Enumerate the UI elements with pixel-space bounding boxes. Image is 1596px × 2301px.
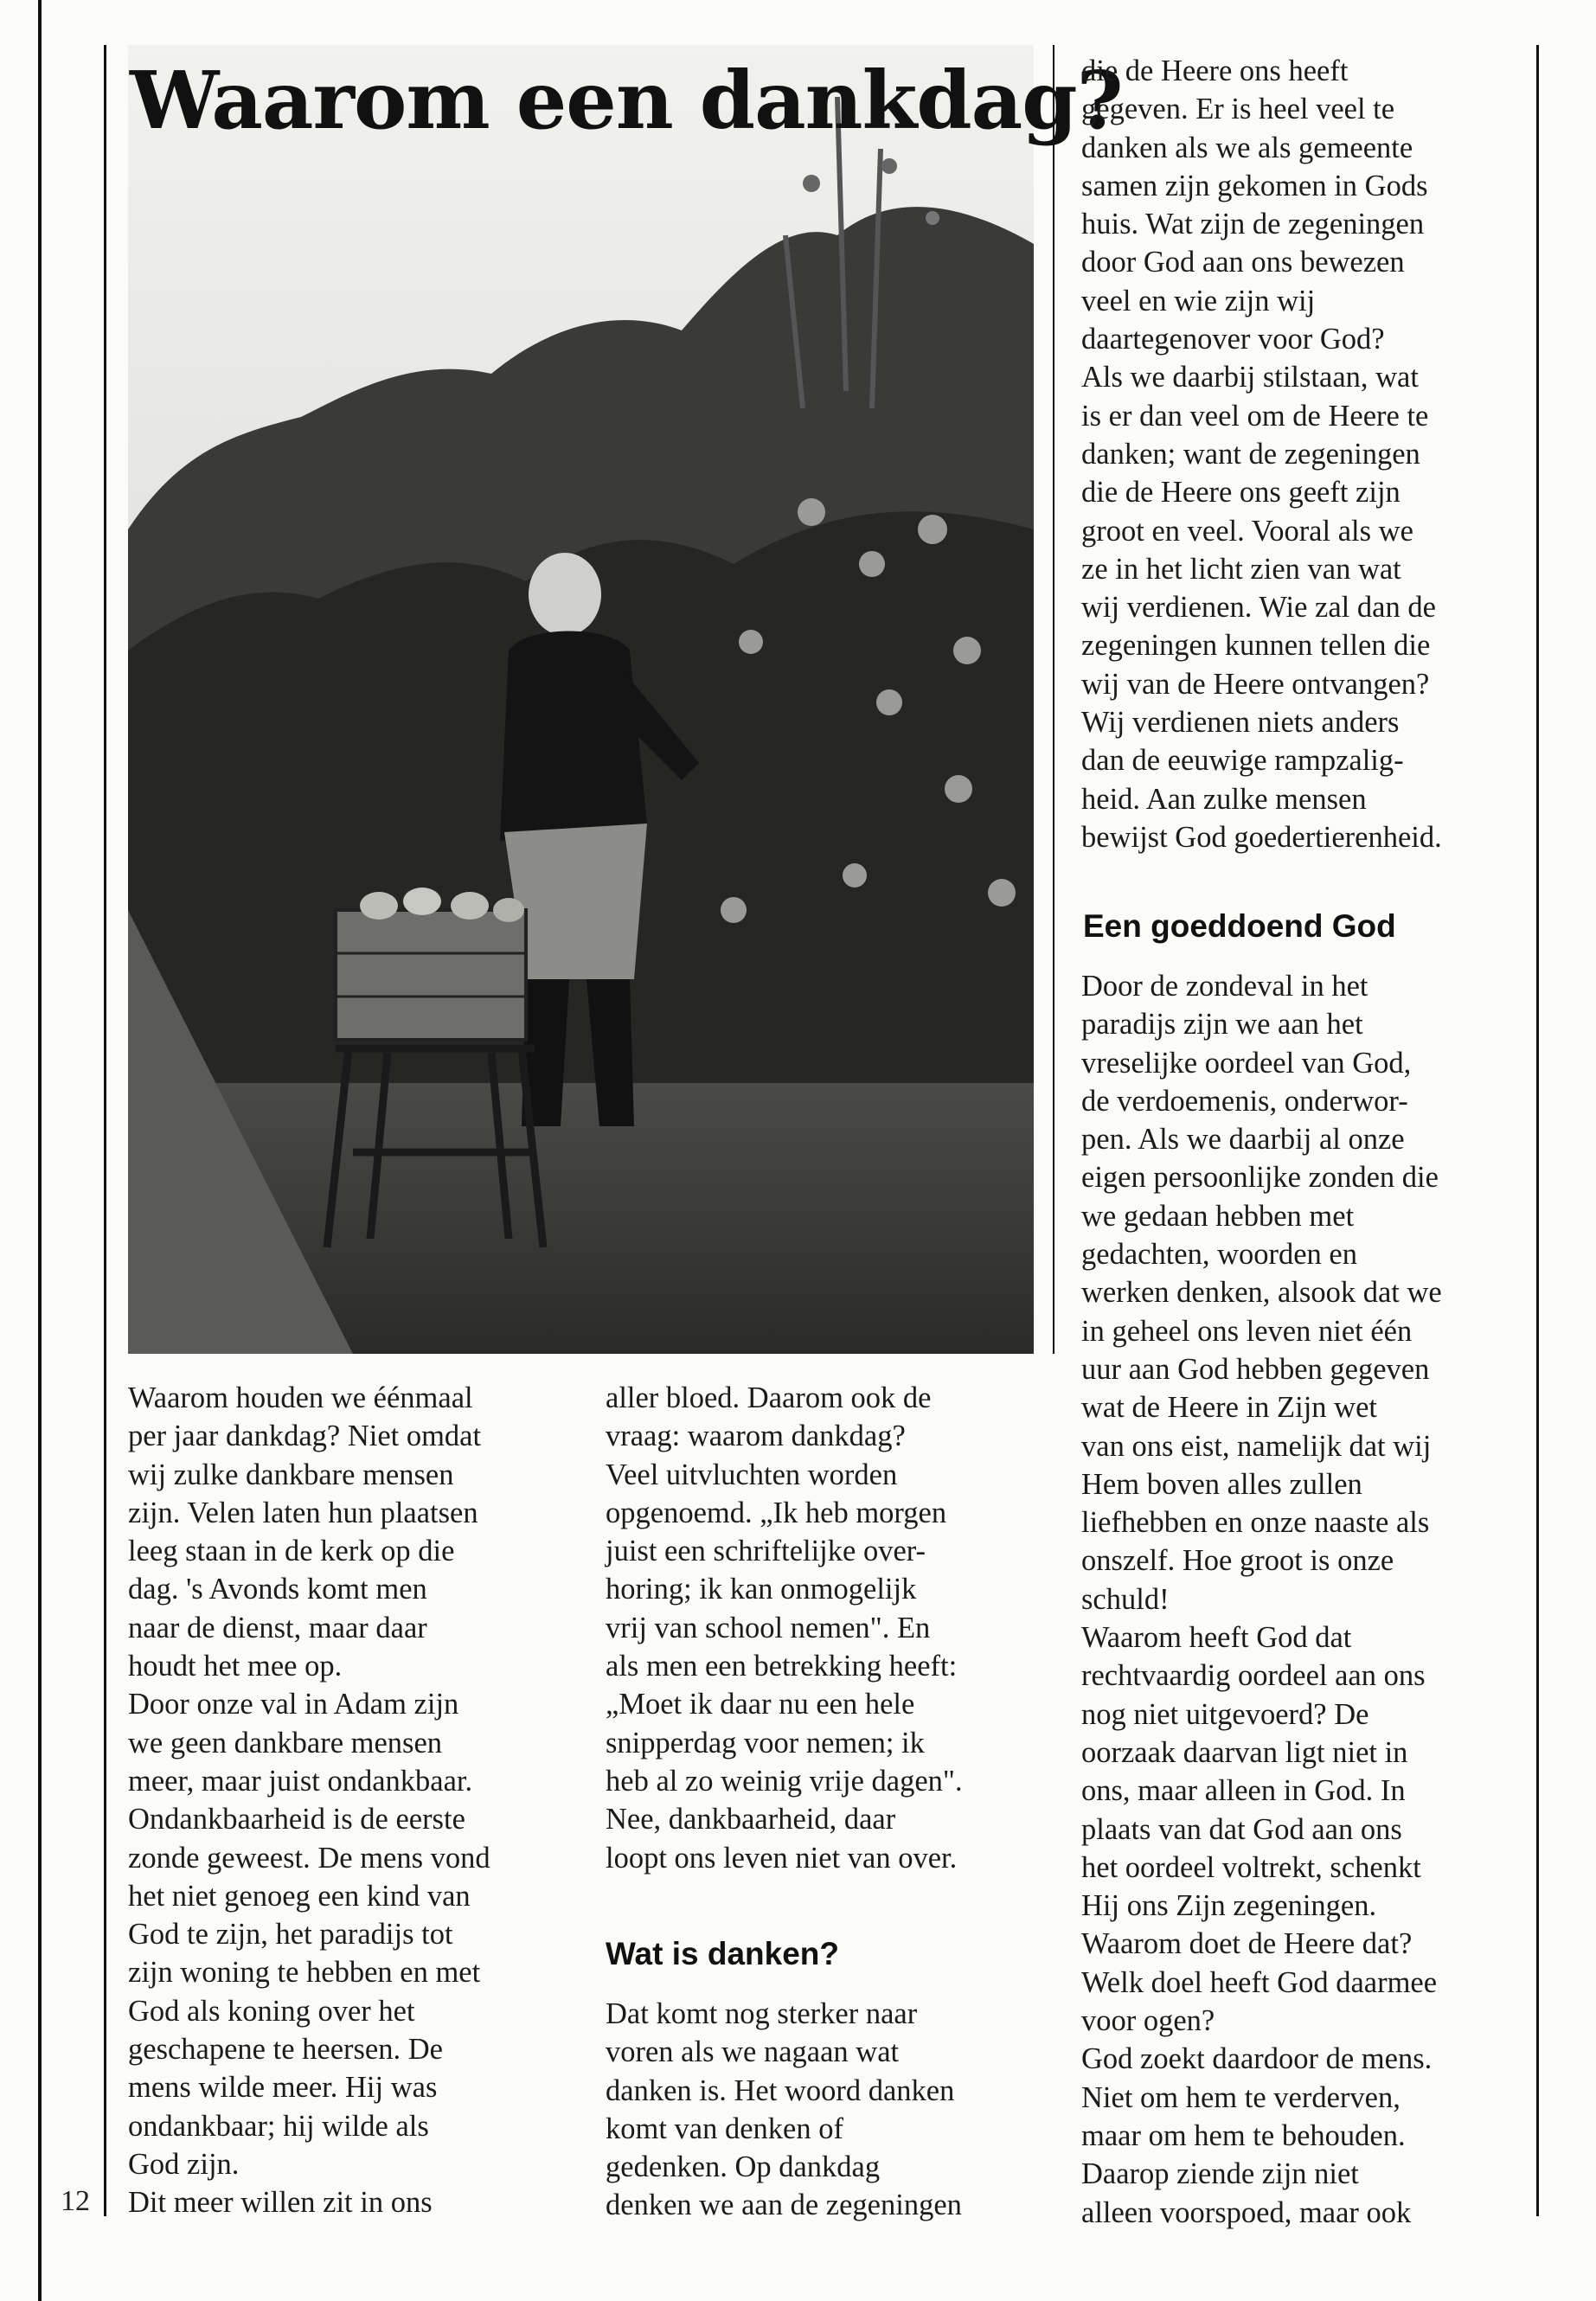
text-line: voren als we nagaan wat <box>606 2035 900 2069</box>
column-3-text-bottom <box>1081 967 1442 2232</box>
text-line: de verdoemenis, onderwor- <box>1081 1084 1408 1118</box>
text-line: wij van de Heere ontvangen? <box>1081 667 1430 701</box>
text-line: het oordeel voltrekt, schenkt <box>1081 1850 1421 1884</box>
text-line: Als we daarbij stilstaan, wat <box>1081 361 1419 394</box>
text-line: Daarop ziende zijn niet <box>1081 2157 1359 2191</box>
text-line: zijn woning te hebben en met <box>128 1956 481 1990</box>
text-line: samen zijn gekomen in Gods <box>1081 169 1428 202</box>
text-line: Ondankbaarheid is de eerste <box>128 1803 465 1836</box>
text-line: God te zijn, het paradijs tot <box>128 1918 453 1952</box>
text-line: ze in het licht zien van wat <box>1081 552 1401 586</box>
text-line: naar de dienst, maar daar <box>128 1611 427 1644</box>
column-3-text-top <box>1081 52 1442 856</box>
text-line: geschapene te heersen. De <box>128 2033 443 2067</box>
text-line: in geheel ons leven niet één <box>1081 1314 1413 1348</box>
text-line: Dit meer willen zit in ons <box>128 2186 433 2220</box>
text-line: Waarom heeft God dat <box>1081 1621 1352 1655</box>
text-line: dan de eeuwige rampzalig- <box>1081 744 1404 778</box>
text-line: Dat komt nog sterker naar <box>606 1997 918 2030</box>
text-line: heb al zo weinig vrije dagen". <box>606 1764 963 1798</box>
text-line: pen. Als we daarbij al onze <box>1081 1123 1405 1157</box>
text-line: Nee, dankbaarheid, daar <box>606 1803 896 1836</box>
text-line: gegeven. Er is heel veel te <box>1081 93 1395 126</box>
text-line: groot en veel. Vooral als we <box>1081 514 1413 548</box>
section-heading-een-goeddoend-god: Een goeddoend God <box>1083 908 1396 944</box>
text-line: als men een betrekking heeft: <box>606 1650 958 1683</box>
text-line: Veel uitvluchten worden <box>606 1458 898 1491</box>
text-line: Niet om hem te verderven, <box>1081 2080 1401 2114</box>
column-1-text <box>128 1379 490 2222</box>
text-line: door God aan ons bewezen <box>1081 246 1405 279</box>
text-line: Hem boven alles zullen <box>1081 1467 1362 1501</box>
text-line: danken als we als gemeente <box>1081 131 1413 164</box>
text-line: bewijst God goedertierenheid. <box>1081 820 1442 854</box>
apple-crate <box>336 888 526 1040</box>
text-line: komt van denken of <box>606 2112 843 2145</box>
text-line: gedenken. Op dankdag <box>606 2150 881 2184</box>
text-line: zegeningen kunnen tellen die <box>1081 629 1431 663</box>
text-line: zonde geweest. De mens vond <box>128 1841 490 1875</box>
text-line: die de Heere ons heeft <box>1081 54 1349 87</box>
text-line: per jaar dankdag? Niet omdat <box>128 1420 482 1453</box>
text-line: vraag: waarom dankdag? <box>606 1420 906 1453</box>
text-line: God als koning over het <box>128 1994 415 2028</box>
photo-right-rule <box>1053 45 1054 1354</box>
text-line: we geen dankbare mensen <box>128 1726 443 1759</box>
text-line: vreselijke oordeel van God, <box>1081 1046 1412 1080</box>
page-number: 12 <box>61 2185 90 2217</box>
text-line: alleen voorspoed, maar ook <box>1081 2195 1412 2229</box>
text-line: liefhebben en onze naaste als <box>1081 1506 1430 1540</box>
text-line: het niet genoeg een kind van <box>128 1879 471 1913</box>
text-line: werken denken, alsook dat we <box>1081 1276 1442 1310</box>
text-line: die de Heere ons geeft zijn <box>1081 476 1401 510</box>
text-line: gedachten, woorden en <box>1081 1238 1357 1272</box>
text-line: Waarom doet de Heere dat? <box>1081 1927 1413 1961</box>
column-2-text-top <box>606 1379 963 1877</box>
text-line: danken; want de zegeningen <box>1081 437 1420 471</box>
text-line: ons, maar alleen in God. In <box>1081 1774 1406 1808</box>
text-line: houdt het mee op. <box>128 1650 343 1683</box>
text-line: God zoekt daardoor de mens. <box>1081 2042 1433 2076</box>
text-line: God zijn. <box>128 2147 240 2181</box>
text-line: danken is. Het woord danken <box>606 2073 955 2107</box>
text-line: denken we aan de zegeningen <box>606 2189 962 2222</box>
text-line: oorzaak daarvan ligt niet in <box>1081 1735 1408 1769</box>
text-line: dag. 's Avonds komt men <box>128 1573 427 1606</box>
text-line: heid. Aan zulke mensen <box>1081 782 1367 816</box>
left-column-rule <box>104 45 106 2216</box>
text-line: wij verdienen. Wie zal dan de <box>1081 591 1436 625</box>
text-line: Wij verdienen niets anders <box>1081 706 1400 740</box>
text-line: zijn. Velen laten hun plaatsen <box>128 1496 478 1529</box>
text-line: onszelf. Hoe groot is onze <box>1081 1544 1394 1578</box>
text-line: veel en wie zijn wij <box>1081 284 1316 317</box>
text-line: wij zulke dankbare mensen <box>128 1458 454 1491</box>
text-line: paradijs zijn we aan het <box>1081 1008 1363 1042</box>
text-line: we gedaan hebben met <box>1081 1199 1355 1233</box>
text-line: daartegenover voor God? <box>1081 323 1385 356</box>
text-line: loopt ons leven niet van over. <box>606 1841 958 1875</box>
text-line: uur aan God hebben gegeven <box>1081 1352 1430 1386</box>
text-line: horing; ik kan onmogelijk <box>606 1573 917 1606</box>
left-page-edge-rule <box>38 0 42 2301</box>
text-line: vrij van school nemen". En <box>606 1611 931 1644</box>
article-title: Waarom een dankdag? <box>130 54 1123 147</box>
text-line: aller bloed. Daarom ook de <box>606 1381 932 1414</box>
text-line: mens wilde meer. Hij was <box>128 2071 438 2105</box>
text-line: opgenoemd. „Ik heb morgen <box>606 1496 947 1529</box>
text-line: maar om hem te behouden. <box>1081 2118 1406 2152</box>
text-line: schuld! <box>1081 1582 1170 1616</box>
text-line: nog niet uitgevoerd? De <box>1081 1697 1369 1731</box>
text-line: Door de zondeval in het <box>1081 970 1368 1003</box>
text-line: meer, maar juist ondankbaar. <box>128 1764 473 1798</box>
orchard-photo <box>128 45 1034 1354</box>
text-line: van ons eist, namelijk dat wij <box>1081 1429 1432 1463</box>
text-line: leeg staan in de kerk op die <box>128 1535 455 1568</box>
text-line: Hij ons Zijn zegeningen. <box>1081 1889 1377 1923</box>
text-line: voor ogen? <box>1081 2004 1215 2038</box>
text-line: ondankbaar; hij wilde als <box>128 2109 429 2143</box>
text-line: Door onze val in Adam zijn <box>128 1688 459 1721</box>
text-line: Welk doel heeft God daarmee <box>1081 1965 1438 1999</box>
text-line: plaats van dat God aan ons <box>1081 1812 1402 1846</box>
section-heading-wat-is-danken: Wat is danken? <box>606 1936 840 1971</box>
text-line: is er dan veel om de Heere te <box>1081 399 1429 433</box>
text-line: snipperdag voor nemen; ik <box>606 1726 925 1759</box>
text-line: eigen persoonlijke zonden die <box>1081 1161 1439 1195</box>
text-line: rechtvaardig oordeel aan ons <box>1081 1659 1426 1693</box>
text-line: huis. Wat zijn de zegeningen <box>1081 208 1425 241</box>
text-line: „Moet ik daar nu een hele <box>606 1688 915 1721</box>
text-line: juist een schriftelijke over- <box>606 1535 926 1568</box>
right-column-rule <box>1536 45 1539 2216</box>
column-2-text-bottom <box>606 1995 962 2225</box>
text-line: wat de Heere in Zijn wet <box>1081 1391 1377 1425</box>
text-line: Waarom houden we éénmaal <box>128 1381 473 1414</box>
